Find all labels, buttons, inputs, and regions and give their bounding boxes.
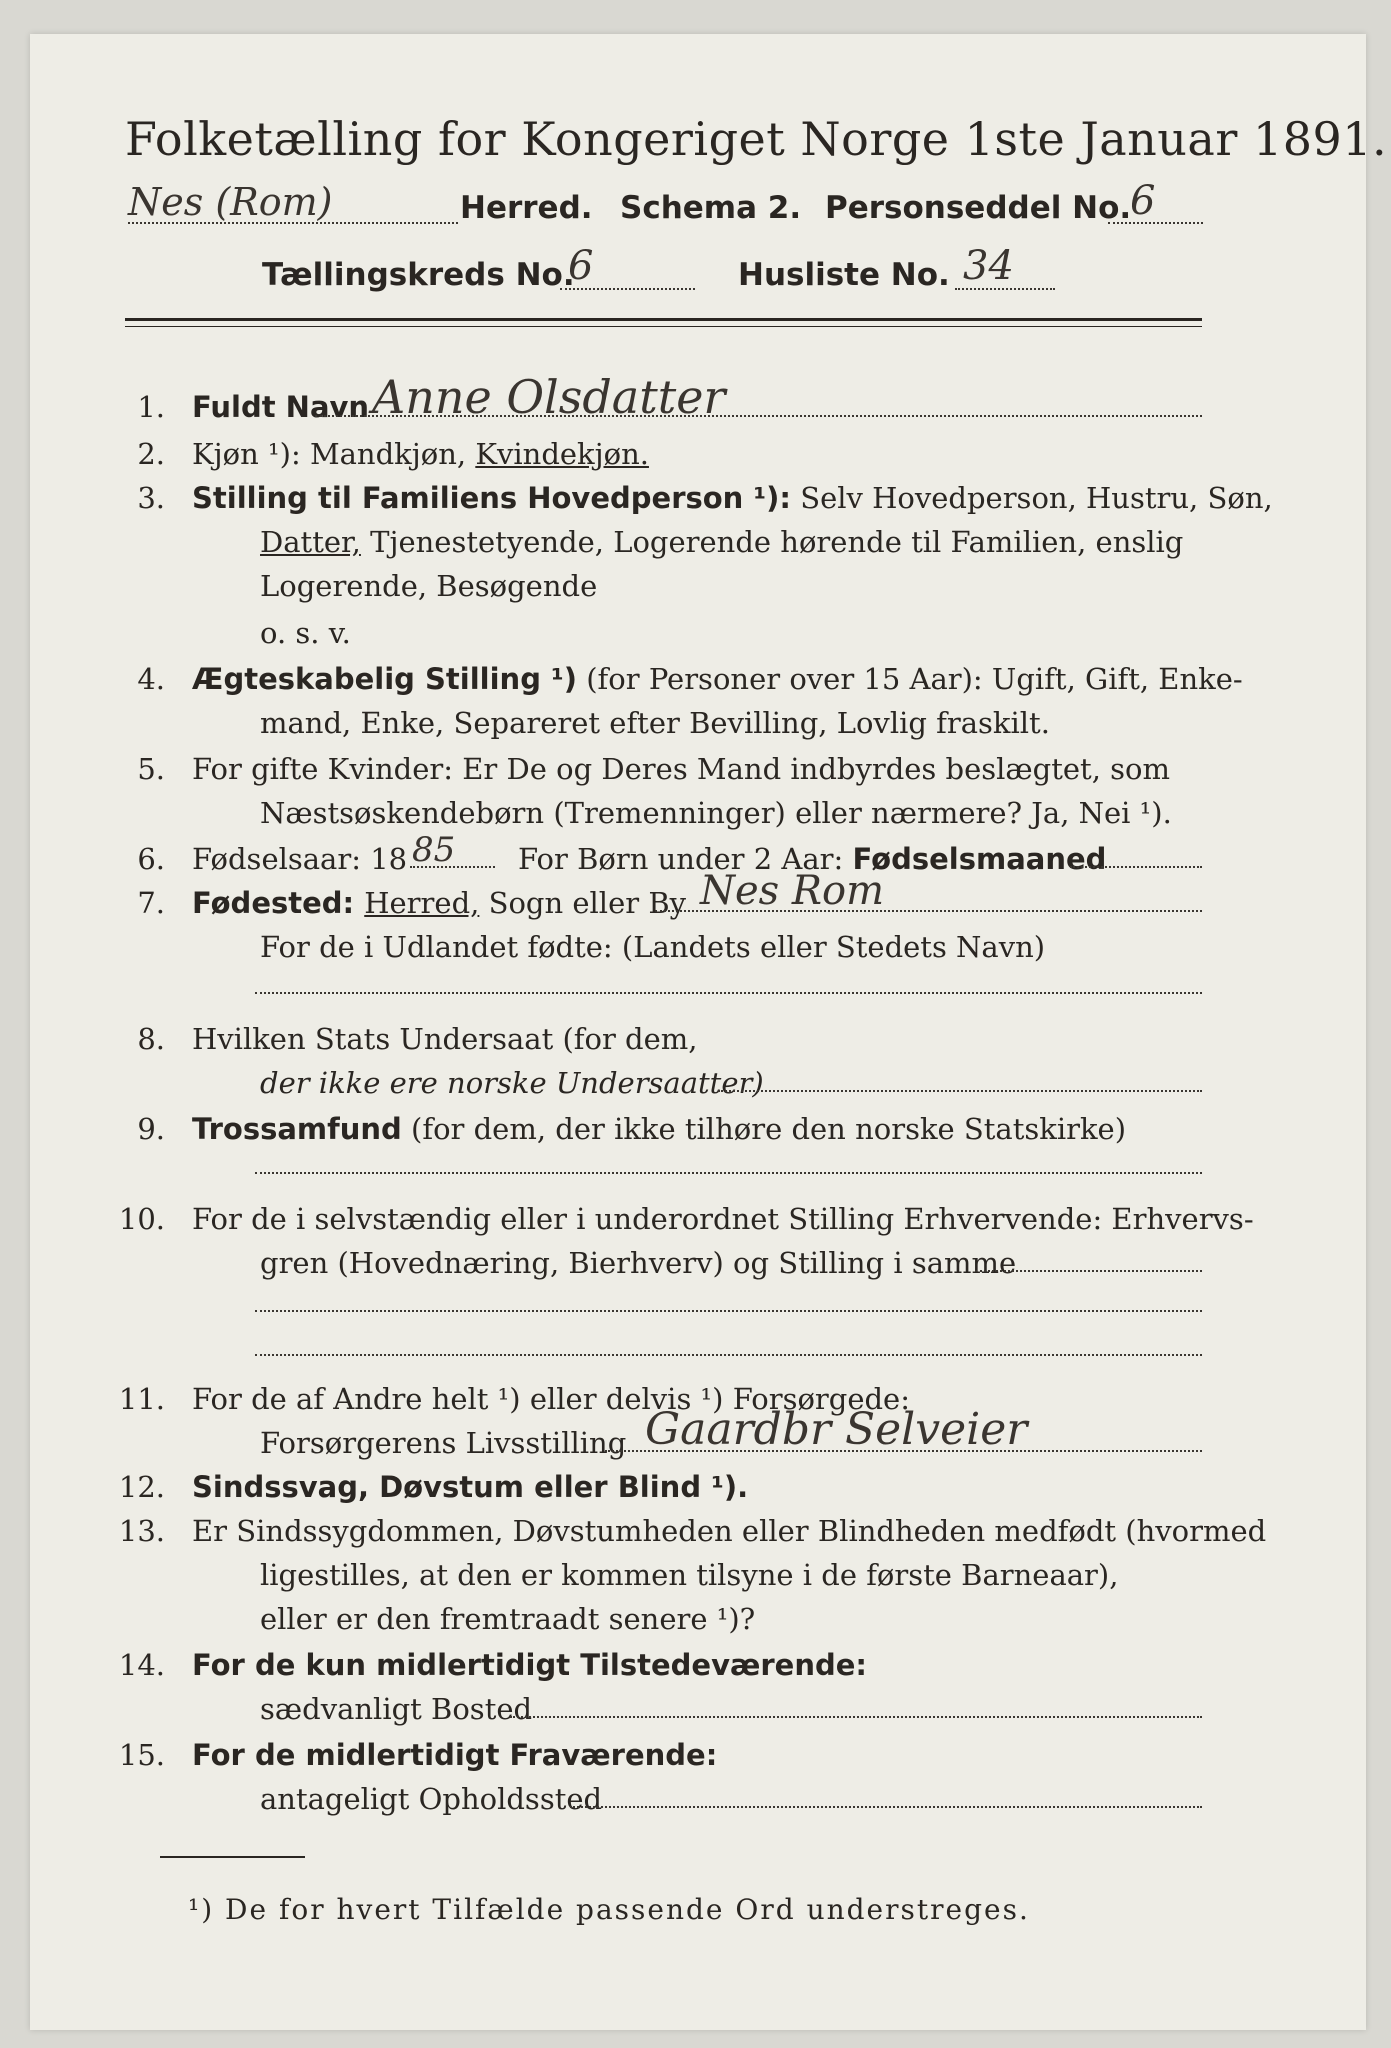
q6-number: 6. [137, 842, 165, 876]
q3-line3: Logerende, Besøgende [260, 569, 598, 603]
q9-bold: Trossamfund [192, 1112, 402, 1146]
q3-line1 [192, 481, 1273, 515]
q10-dotline3 [255, 1354, 1202, 1356]
q3-line2 [260, 525, 1183, 559]
q7-label: Fødested: [192, 886, 365, 920]
q13-line1: Er Sindssygdommen, Døvstumheden eller Blindheden medfødt (hvormed [192, 1514, 1267, 1548]
q3-text1: Selv Hovedperson, Hustru, Søn, [790, 481, 1273, 515]
q13-line2: ligestilles, at den er kommen tilsyne i de første Barneaar), [260, 1558, 1119, 1592]
q3-number: 3. [137, 481, 165, 515]
q3-bold: Stilling til Familiens Hovedperson ¹): [192, 481, 791, 515]
q6-dotline-year [410, 866, 495, 868]
q4-line2: mand, Enke, Separeret efter Bevilling, Lovlig fraskilt. [260, 706, 1050, 740]
header-rule-thin [125, 326, 1202, 327]
q2-label: Kjøn ¹): Mandkjøn, [192, 437, 476, 471]
q9-text: (for dem, der ikke tilhøre den norske Statskirke) [401, 1112, 1127, 1146]
q7-underlined: Herred, [364, 886, 480, 920]
schema-label: Schema 2. [620, 190, 802, 226]
q13-number: 13. [118, 1514, 165, 1548]
herred-label: Herred. [460, 190, 593, 226]
q7-dotline [655, 910, 1202, 912]
q2-row [192, 437, 649, 471]
q11-dotline [605, 1450, 1202, 1452]
q15-number: 15. [118, 1738, 165, 1772]
personseddel-dotline [1108, 222, 1203, 224]
q14-line1: For de kun midlertidigt Tilstedeværende: [192, 1648, 868, 1682]
q7-text: Sogn eller By [479, 886, 687, 920]
q8-line2: der ikke ere norske Undersaatter) [260, 1066, 764, 1100]
q15-dotline [570, 1806, 1202, 1808]
q11-value: Gaardbr Selveier [645, 1404, 1028, 1455]
taellingskreds-value: 6 [568, 243, 594, 289]
q1-dotline [315, 415, 1202, 417]
q5-line2: Næstsøskendebørn (Tremenninger) eller nærmere? Ja, Nei ¹). [260, 796, 1172, 830]
q6-label: Fødselsaar: 18 [192, 842, 408, 876]
q3-line4: o. s. v. [260, 616, 351, 650]
q7-line2: For de i Udlandet fødte: (Landets eller Stedets Navn) [260, 930, 1046, 964]
q7-number: 7. [137, 886, 165, 920]
q10-dotline1 [975, 1270, 1202, 1272]
q11-number: 11. [118, 1382, 165, 1416]
q7-line1 [192, 886, 686, 920]
q4-text1: (for Personer over 15 Aar): Ugift, Gift, Enke- [577, 662, 1243, 696]
q14-dotline [510, 1716, 1202, 1718]
q1-label: Fuldt Navn [192, 390, 370, 424]
herred-dotline [128, 222, 458, 224]
q5-line1: For gifte Kvinder: Er De og Deres Mand indbyrdes beslægtet, som [192, 752, 1170, 786]
q9-dotline [255, 1172, 1202, 1174]
q4-bold: Ægteskabelig Stilling ¹) [192, 662, 578, 696]
header-rule-thick [125, 318, 1202, 321]
q10-line2: gren (Hovednæring, Bierhverv) og Stilling i samme [260, 1246, 1017, 1280]
taellingskreds-label: Tællingskreds No. [262, 257, 575, 293]
q8-line1: Hvilken Stats Undersaat (for dem, [192, 1022, 698, 1056]
q12-line1: Sindssvag, Døvstum eller Blind ¹). [192, 1470, 749, 1504]
q1-number: 1. [137, 390, 165, 424]
q11-line2: Forsørgerens Livsstilling [260, 1426, 627, 1460]
q6-dotline-month [1070, 866, 1202, 868]
footnote: ¹) De for hvert Tilfælde passende Ord understreges. [188, 1893, 1030, 1926]
q12-number: 12. [118, 1470, 165, 1504]
q3-underlined: Datter, [260, 525, 361, 559]
q2-underlined: Kvindekjøn. [475, 437, 649, 471]
form-title: Folketælling for Kongeriget Norge 1ste Januar 1891. [125, 112, 1388, 166]
husliste-value: 34 [963, 243, 1014, 289]
q6-value: 85 [412, 830, 456, 870]
q15-line2: antageligt Opholdssted [260, 1782, 603, 1816]
q14-line2: sædvanligt Bosted [260, 1692, 533, 1726]
personseddel-label: Personseddel No. [825, 190, 1132, 226]
husliste-dotline [955, 288, 1055, 290]
q2-number: 2. [137, 437, 165, 471]
taellingskreds-dotline [560, 288, 695, 290]
husliste-label: Husliste No. [738, 257, 950, 293]
q6-text2: For Børn under 2 Aar: [518, 842, 853, 876]
q9-number: 9. [137, 1112, 165, 1146]
q4-line1 [192, 662, 1243, 696]
q10-dotline2 [255, 1310, 1202, 1312]
q4-number: 4. [137, 662, 165, 696]
q10-line1: For de i selvstændig eller i underordnet Stilling Erhvervende: Erhvervs- [192, 1202, 1254, 1236]
q10-number: 10. [118, 1202, 165, 1236]
herred-value: Nes (Rom) [128, 180, 333, 224]
q8-number: 8. [137, 1022, 165, 1056]
footnote-separator [160, 1856, 305, 1858]
q5-number: 5. [137, 752, 165, 786]
q1-value: Anne Olsdatter [372, 370, 726, 424]
q11-line1: For de af Andre helt ¹) eller delvis ¹) Forsørgede: [192, 1382, 910, 1416]
q6-bold2: Fødselsmaaned [852, 842, 1107, 876]
q7-dotline2 [255, 992, 1202, 994]
q9-line1 [192, 1112, 1126, 1146]
personseddel-value: 6 [1130, 178, 1156, 224]
q14-number: 14. [118, 1648, 165, 1682]
q13-line3: eller er den fremtraadt senere ¹)? [260, 1602, 756, 1636]
q3-text2: Tjenestetyende, Logerende hørende til Familien, enslig [360, 525, 1184, 559]
q8-dotline [718, 1090, 1202, 1092]
q7-value: Nes Rom [700, 868, 885, 914]
q15-line1: For de midlertidigt Fraværende: [192, 1738, 718, 1772]
